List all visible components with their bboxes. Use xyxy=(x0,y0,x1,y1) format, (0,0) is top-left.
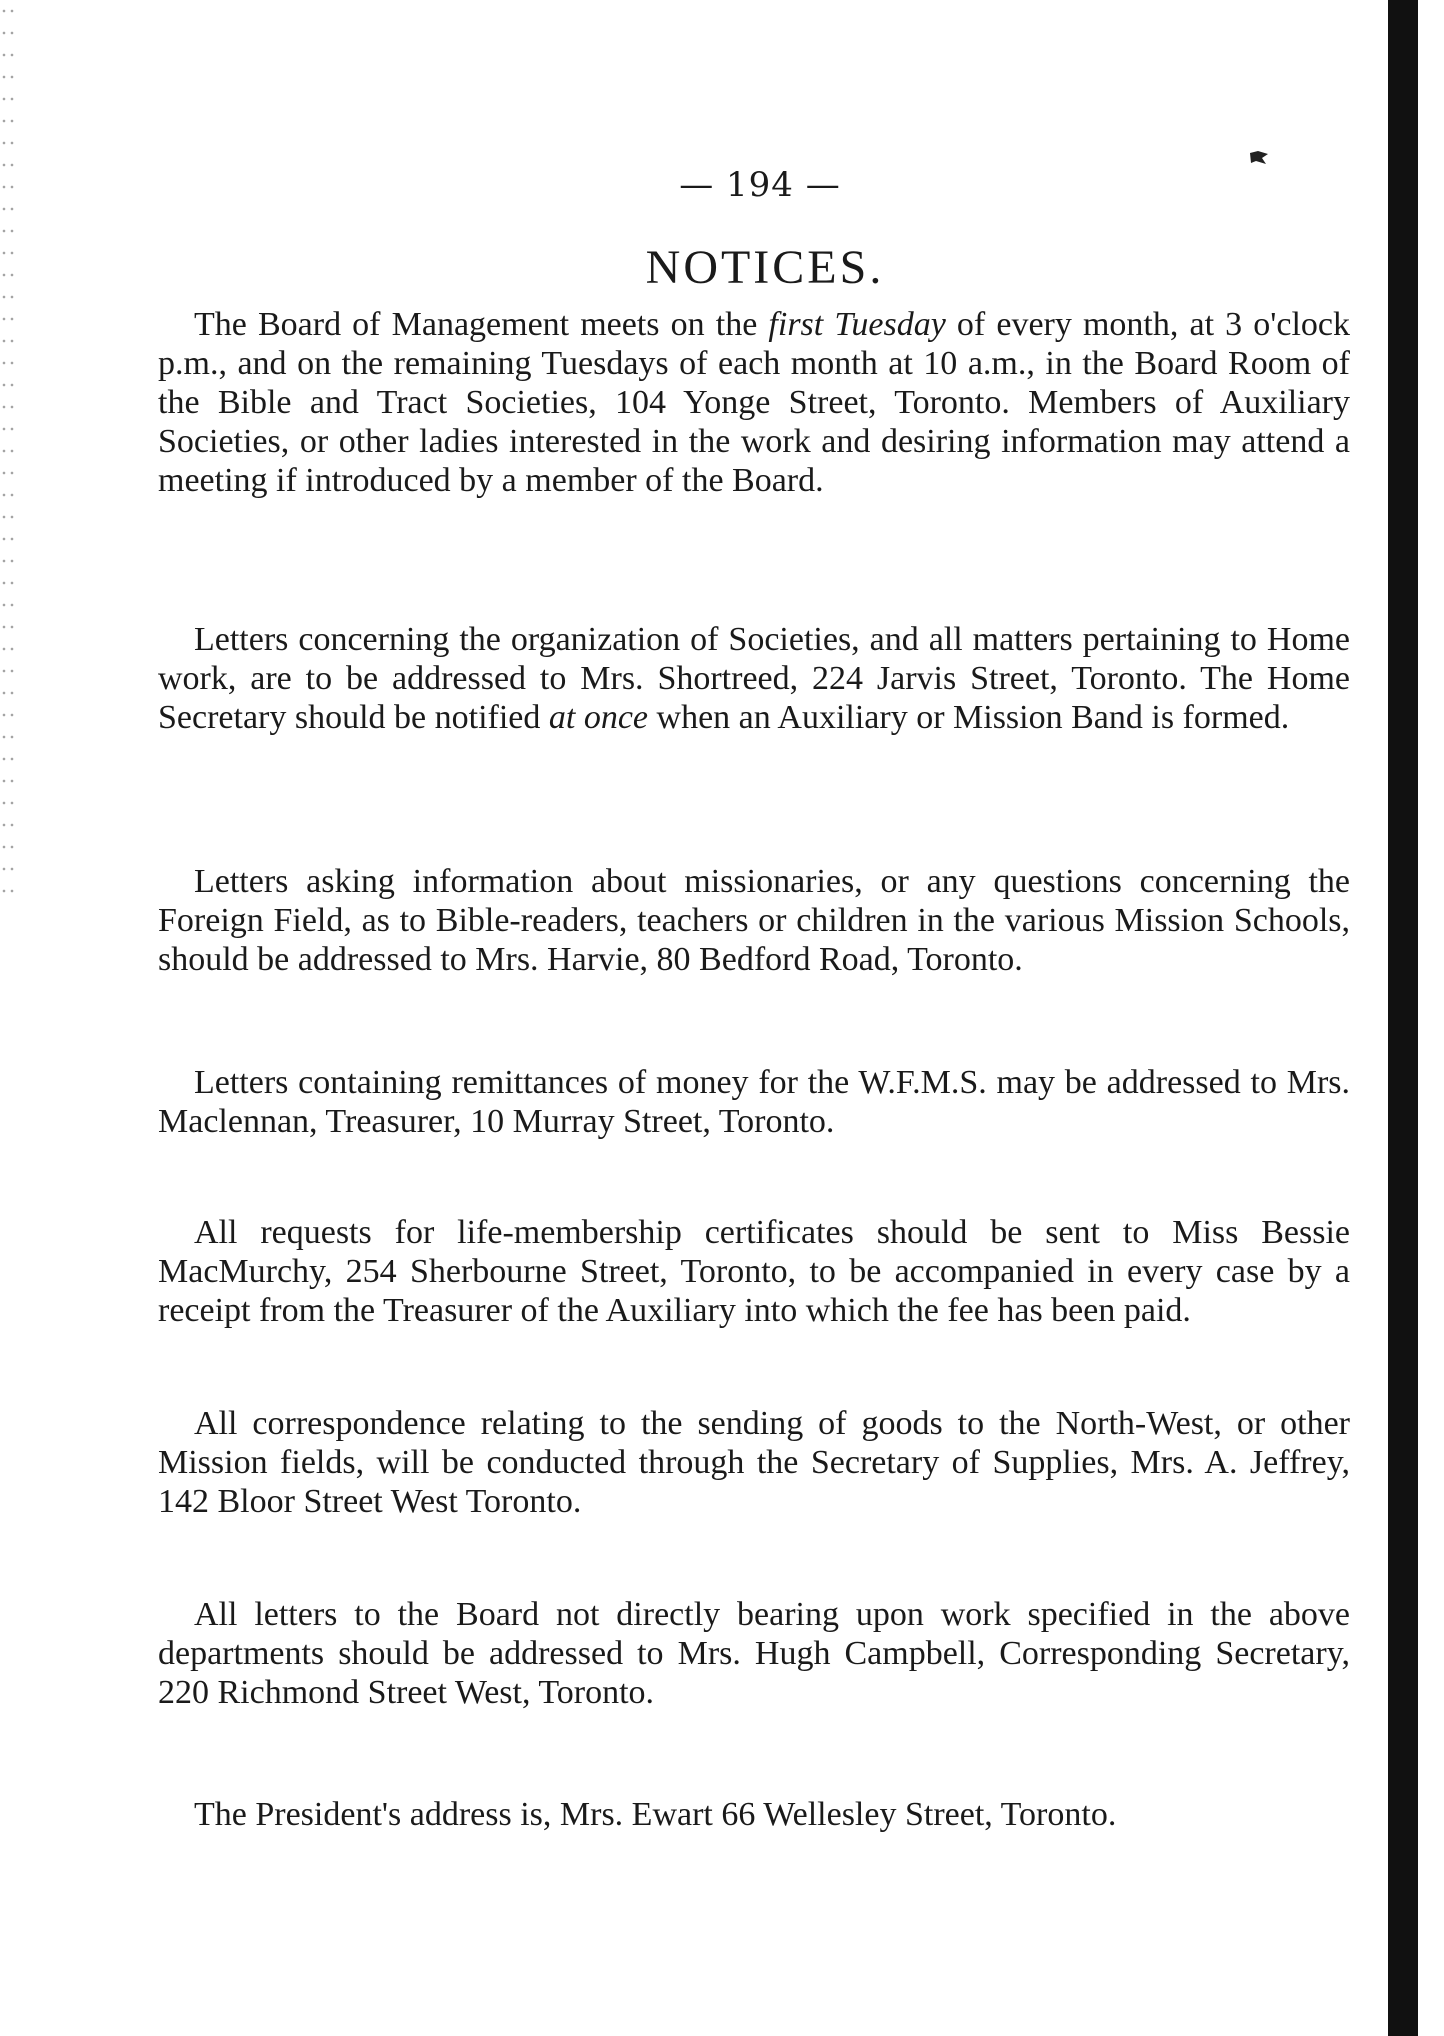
notice-home-work xyxy=(158,620,1350,737)
notice-emphasis: at once xyxy=(548,699,649,736)
scan-edge-specks xyxy=(0,0,14,900)
page-number: — 194 — xyxy=(679,165,841,205)
page-heading: NOTICES. xyxy=(645,241,885,294)
notice-foreign-field: Letters asking information about missionaries, or any questions concerning the Foreign Field, as to Bible-readers, teachers or children in the various Mission Schools, should be addressed to Mrs. Harvie, 80 Bedford Road, Toronto. xyxy=(158,863,1350,978)
notice-text: of every month, at 3 o'clock p.m., and on the remaining Tuesdays of each month at 10 a.m., in the Board Room of the Bible and Tract Societies, 104 Yonge Street, Toronto. Members of Auxiliary Societies, or other ladies interested in the work and desiring information may attend a meeting if introduced by a member of the Board. xyxy=(158,306,1351,499)
notice-text: Letters concerning the organization of Societies, and all matters pertaining to Home work, are to be addressed to Mrs. Shortreed, 224 Jarvis Street, Toronto. The Home Secretary should be notified xyxy=(158,621,1350,736)
notice-life-membership: All requests for life-membership certificates should be sent to Miss Bessie MacMurchy, 254 Sherbourne Street, Toronto, to be accompanied in every case by a receipt from the Treasurer of the Auxiliary into which the fee has been paid. xyxy=(158,1214,1350,1329)
notice-president-address: The President's address is, Mrs. Ewart 66 Wellesley Street, Toronto. xyxy=(194,1796,1117,1833)
scan-spine-bar xyxy=(1388,0,1418,2036)
notice-text: The Board of Management meets on the xyxy=(194,306,769,343)
ink-blot-mark xyxy=(1248,150,1270,166)
notice-emphasis: first Tuesday xyxy=(768,306,946,343)
notice-text: when an Auxiliary or Mission Band is formed. xyxy=(648,699,1290,736)
notice-board-meetings xyxy=(158,305,1350,500)
notice-corresponding-secretary: All letters to the Board not directly bearing upon work specified in the above departments should be addressed to Mrs. Hugh Campbell, Corresponding Secretary, 220 Richmond Street West, Toronto. xyxy=(158,1596,1350,1711)
notice-supplies: All correspondence relating to the sending of goods to the North-West, or other Mission fields, will be conducted through the Secretary of Supplies, Mrs. A. Jeffrey, 142 Bloor Street West Toronto. xyxy=(158,1405,1350,1520)
notice-remittances: Letters containing remittances of money for the W.F.M.S. may be addressed to Mrs. Maclennan, Treasurer, 10 Murray Street, Toronto. xyxy=(158,1064,1350,1140)
